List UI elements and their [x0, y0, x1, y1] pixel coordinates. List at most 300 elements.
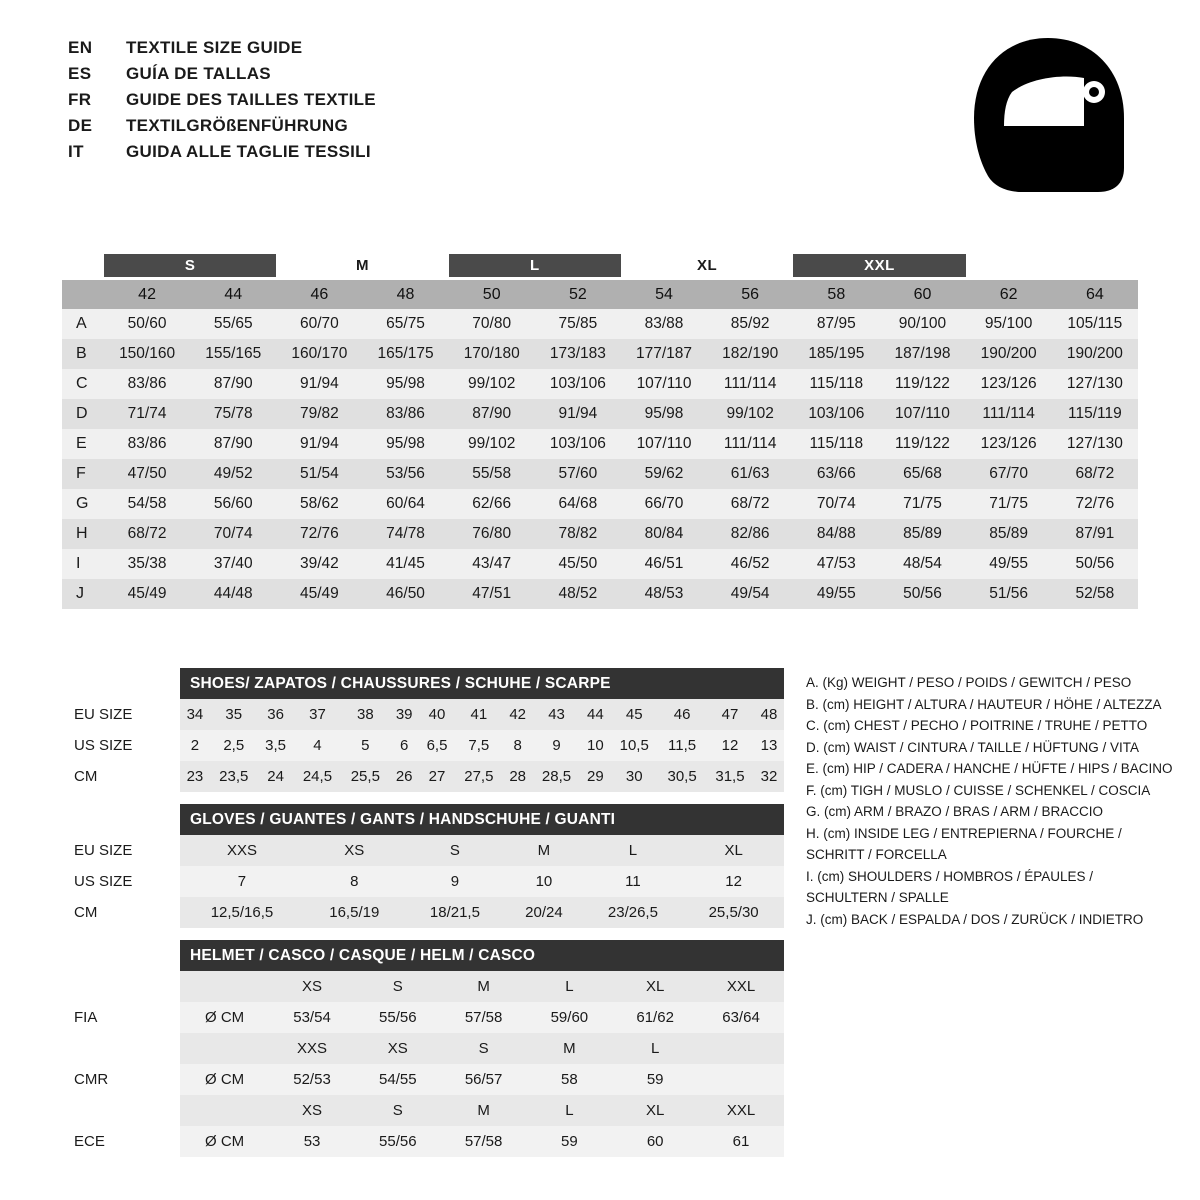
- shoes-us-row: [62, 730, 784, 761]
- cell-g-60: 71/75: [903, 495, 942, 512]
- cell-e-44: 87/90: [213, 435, 253, 452]
- shoes-us-11: 10,5: [610, 730, 658, 761]
- cell-b-52: 173/183: [549, 345, 606, 362]
- cell-h-62: 85/89: [989, 525, 1029, 542]
- shoes-cm-label: CM: [62, 761, 180, 792]
- cell-e-64: 127/130: [1066, 435, 1123, 452]
- gloves-us-3: 10: [505, 866, 582, 897]
- helmet-ece-value-5: 61: [698, 1126, 784, 1157]
- cell-j-60: 50/56: [903, 585, 942, 602]
- numeric-size-42: 42: [138, 285, 156, 303]
- legend-line-g: G. (cm) ARM / BRAZO / BRAS / ARM / BRACCIO: [806, 804, 1104, 819]
- size-band-xl-label: XL: [697, 256, 718, 274]
- cell-a-58: 87/95: [816, 315, 856, 332]
- cell-a-62: 95/100: [984, 315, 1033, 332]
- cell-i-42: 35/38: [127, 555, 167, 572]
- helmet-fia-unit-spacer: [180, 971, 269, 1002]
- cell-g-54: 66/70: [644, 495, 684, 512]
- gloves-cm-3: 20/24: [505, 897, 582, 928]
- cell-i-48: 41/45: [386, 555, 425, 572]
- cell-b-42: 150/160: [119, 345, 176, 362]
- shoes-us-10: 10: [580, 730, 610, 761]
- size-band-s-label: S: [104, 254, 276, 277]
- cell-h-42: 68/72: [127, 525, 167, 542]
- row-key-g: G: [76, 495, 89, 512]
- cell-c-56: 111/114: [723, 375, 777, 392]
- cell-j-48: 46/50: [386, 585, 425, 602]
- legend-line-j: J. (cm) BACK / ESPALDA / DOS / ZURÜCK / INDIETRO: [806, 911, 1144, 927]
- helmet-fia-size-0: XS: [269, 971, 355, 1002]
- cell-d-50: 87/90: [472, 405, 512, 422]
- header-row: [68, 142, 376, 168]
- shoes-cm-8: 28: [503, 761, 533, 792]
- cell-g-48: 60/64: [386, 495, 425, 512]
- helmet-cmr-unit: Ø CM: [180, 1064, 269, 1095]
- cell-i-54: 46/51: [644, 555, 684, 572]
- helmet-fia-value-1: 55/56: [355, 1002, 441, 1033]
- cell-a-60: 90/100: [898, 315, 947, 332]
- helmet-fia-size-5: XXL: [698, 971, 784, 1002]
- gloves-eu-label: EU SIZE: [62, 835, 180, 866]
- size-band-empty-left: [62, 250, 104, 280]
- cell-j-64: 52/58: [1075, 585, 1115, 602]
- cell-e-60: 119/122: [895, 435, 950, 452]
- size-band-l-label: L: [449, 254, 621, 277]
- cell-j-54: 48/53: [644, 585, 684, 602]
- shoes-us-1: 2,5: [210, 730, 258, 761]
- helmet-cmr-size-3: M: [526, 1033, 612, 1064]
- numeric-size-52: 52: [568, 285, 587, 303]
- cell-c-54: 107/110: [636, 375, 692, 392]
- helmet-cmr-unit-spacer: [180, 1033, 269, 1064]
- helmet-fia-value-5: 63/64: [698, 1002, 784, 1033]
- cell-d-58: 103/106: [808, 405, 865, 422]
- shoes-cm-14: 32: [754, 761, 784, 792]
- cell-e-62: 123/126: [980, 435, 1037, 452]
- numeric-size-44: 44: [224, 285, 243, 303]
- cell-h-48: 74/78: [386, 525, 425, 542]
- helmet-cmr-value-3: 58: [526, 1064, 612, 1095]
- cell-g-42: 54/58: [127, 495, 167, 512]
- cell-e-42: 83/86: [127, 435, 167, 452]
- cell-d-64: 115/119: [1067, 405, 1122, 422]
- size-band-m-label: M: [355, 256, 369, 274]
- cell-c-58: 115/118: [809, 375, 864, 392]
- shoes-eu-10: 44: [580, 699, 610, 730]
- cell-c-50: 99/102: [467, 375, 516, 392]
- cell-i-64: 50/56: [1075, 555, 1115, 572]
- helmet-cmr-size-spacer: [62, 1033, 180, 1064]
- size-band-xxl-label: XXL: [793, 254, 965, 277]
- numeric-size-64: 64: [1085, 285, 1104, 303]
- helmet-cmr-value-4: 59: [612, 1064, 698, 1095]
- cell-a-64: 105/115: [1067, 315, 1123, 332]
- shoes-eu-label: EU SIZE: [62, 699, 180, 730]
- cell-b-56: 182/190: [722, 345, 779, 362]
- cell-d-60: 107/110: [895, 405, 950, 422]
- cell-g-44: 56/60: [213, 495, 253, 512]
- legend-line-a: A. (Kg) WEIGHT / PESO / POIDS / GEWITCH / PESO: [806, 675, 1132, 690]
- shoes-us-2: 3,5: [258, 730, 294, 761]
- numeric-size-60: 60: [913, 285, 932, 303]
- cell-c-48: 95/98: [386, 375, 425, 392]
- header: [68, 38, 376, 168]
- shoes-title: SHOES/ ZAPATOS / CHAUSSURES / SCHUHE / SCARPE: [180, 668, 784, 699]
- cell-e-50: 99/102: [467, 435, 516, 452]
- cell-d-48: 83/86: [386, 405, 425, 422]
- cell-c-46: 91/94: [299, 375, 339, 392]
- cell-d-54: 95/98: [644, 405, 684, 422]
- gloves-cm-1: 16,5/19: [304, 897, 405, 928]
- size-band-xl: [621, 250, 793, 280]
- header-lang-fr: FR: [68, 90, 92, 109]
- helmet-ece-size-0: XS: [269, 1095, 355, 1126]
- helmet-ece-unit-spacer: [180, 1095, 269, 1126]
- helmet-title-row: [62, 940, 784, 971]
- shoes-eu-7: 41: [455, 699, 503, 730]
- table-row: [62, 519, 1138, 549]
- helmet-title: HELMET / CASCO / CASQUE / HELM / CASCO: [180, 940, 784, 971]
- cell-c-64: 127/130: [1066, 375, 1123, 392]
- shoes-title-row: [62, 668, 784, 699]
- helmet-title-spacer: [62, 940, 180, 971]
- helmet-cmr-standard: CMR: [62, 1064, 180, 1095]
- cell-i-46: 39/42: [299, 555, 339, 572]
- legend-line-e: E. (cm) HIP / CADERA / HANCHE / HÜFTE / HIPS / BACINO: [806, 761, 1173, 776]
- helmet-ece-value-4: 60: [612, 1126, 698, 1157]
- cell-j-56: 49/54: [730, 585, 770, 602]
- cell-a-52: 75/85: [558, 315, 598, 332]
- section-spacer: [62, 792, 784, 804]
- shoes-eu-14: 48: [754, 699, 784, 730]
- cell-d-56: 99/102: [726, 405, 774, 422]
- cell-g-56: 68/72: [730, 495, 770, 512]
- shoes-eu-11: 45: [610, 699, 658, 730]
- shoes-cm-10: 29: [580, 761, 610, 792]
- gloves-us-4: 11: [583, 866, 684, 897]
- cell-f-46: 51/54: [299, 465, 339, 482]
- header-title-it: GUIDA ALLE TAGLIE TESSILI: [126, 142, 371, 161]
- gloves-table: [62, 804, 784, 928]
- shoes-cm-1: 23,5: [210, 761, 258, 792]
- cell-c-60: 119/122: [895, 375, 950, 392]
- helmet-fia-size-3: L: [526, 971, 612, 1002]
- shoes-table: [62, 668, 784, 792]
- header-title-de: TEXTILGRÖßENFÜHRUNG: [126, 116, 348, 135]
- cell-i-60: 48/54: [903, 555, 942, 572]
- legend-line-f: F. (cm) TIGH / MUSLO / CUISSE / SCHENKEL / COSCIA: [806, 782, 1151, 798]
- gloves-cm-row: [62, 897, 784, 928]
- shoes-us-9: 9: [533, 730, 581, 761]
- cell-b-62: 190/200: [980, 345, 1037, 362]
- helmet-fia-standard: FIA: [62, 1002, 180, 1033]
- size-band-row: [62, 250, 1138, 280]
- cell-g-58: 70/74: [816, 495, 856, 512]
- gloves-title-spacer: [62, 804, 180, 835]
- table-row: [62, 549, 1138, 579]
- gloves-us-0: 7: [180, 866, 304, 897]
- cell-i-50: 43/47: [472, 555, 512, 572]
- shoes-cm-4: 25,5: [341, 761, 389, 792]
- cell-h-44: 70/74: [213, 525, 253, 542]
- gloves-eu-0: XXS: [180, 835, 304, 866]
- row-key-c: C: [76, 375, 88, 392]
- helmet-cmr-size-4: L: [612, 1033, 698, 1064]
- helmet-fia-size-row: [62, 971, 784, 1002]
- cell-f-56: 61/63: [730, 465, 770, 482]
- helmet-cmr-size-1: XS: [355, 1033, 441, 1064]
- shoes-us-8: 8: [503, 730, 533, 761]
- cell-h-56: 82/86: [730, 525, 770, 542]
- helmet-fia-size-2: M: [441, 971, 527, 1002]
- cell-a-56: 85/92: [730, 315, 770, 332]
- cell-j-58: 49/55: [816, 585, 856, 602]
- shoes-cm-row: [62, 761, 784, 792]
- numeric-size-46: 46: [310, 285, 329, 303]
- cell-b-48: 165/175: [377, 345, 434, 362]
- helmet-ece-size-row: [62, 1095, 784, 1126]
- helmet-cmr-value-1: 54/55: [355, 1064, 441, 1095]
- shoes-eu-4: 38: [341, 699, 389, 730]
- numeric-size-58: 58: [827, 285, 846, 303]
- cell-e-48: 95/98: [386, 435, 425, 452]
- helmet-cmr-value-blank: [698, 1064, 784, 1095]
- cell-h-46: 72/76: [299, 525, 339, 542]
- cell-a-42: 50/60: [127, 315, 167, 332]
- helmet-cmr-size-blank: [698, 1033, 784, 1064]
- cell-c-42: 83/86: [127, 375, 167, 392]
- gloves-cm-4: 23/26,5: [583, 897, 684, 928]
- shoes-eu-0: 34: [180, 699, 210, 730]
- legend-line-h: H. (cm) INSIDE LEG / ENTREPIERNA / FOURCHE /: [806, 825, 1122, 841]
- shoes-cm-7: 27,5: [455, 761, 503, 792]
- shoes-us-5: 6: [389, 730, 419, 761]
- header-lang-it: IT: [68, 142, 84, 161]
- cell-b-46: 160/170: [291, 345, 348, 362]
- cell-c-52: 103/106: [549, 375, 606, 392]
- header-row: [68, 38, 376, 64]
- cell-b-58: 185/195: [808, 345, 865, 362]
- table-row: [62, 429, 1138, 459]
- gloves-us-5: 12: [683, 866, 784, 897]
- cell-f-52: 57/60: [558, 465, 598, 482]
- helmet-fia-size-1: S: [355, 971, 441, 1002]
- shoes-eu-3: 37: [294, 699, 342, 730]
- cell-e-56: 111/114: [723, 435, 777, 452]
- cell-e-46: 91/94: [299, 435, 339, 452]
- cell-g-46: 58/62: [299, 495, 339, 512]
- shoes-us-3: 4: [294, 730, 342, 761]
- cell-h-52: 78/82: [558, 525, 598, 542]
- table-row: [62, 309, 1138, 339]
- helmet-fia-value-4: 61/62: [612, 1002, 698, 1033]
- shoes-eu-1: 35: [210, 699, 258, 730]
- shoes-eu-5: 39: [389, 699, 419, 730]
- shoes-eu-row: [62, 699, 784, 730]
- legend-line-b: B. (cm) HEIGHT / ALTURA / HAUTEUR / HÖHE / ALTEZZA: [806, 696, 1162, 712]
- cell-h-64: 87/91: [1075, 525, 1115, 542]
- helmet-cmr-value-2: 56/57: [441, 1064, 527, 1095]
- row-key-a: A: [76, 315, 87, 332]
- shoes-eu-6: 40: [419, 699, 455, 730]
- numeric-size-50: 50: [482, 285, 501, 303]
- table-row: [62, 459, 1138, 489]
- shoes-eu-12: 46: [658, 699, 706, 730]
- gloves-eu-row: [62, 835, 784, 866]
- table-row: [62, 369, 1138, 399]
- cell-i-56: 46/52: [730, 555, 770, 572]
- gloves-cm-0: 12,5/16,5: [180, 897, 304, 928]
- cell-a-44: 55/65: [213, 315, 253, 332]
- helmet-icon: [958, 30, 1138, 210]
- cell-b-60: 187/198: [894, 345, 951, 362]
- helmet-ece-value-3: 59: [526, 1126, 612, 1157]
- cell-j-44: 44/48: [213, 585, 253, 602]
- cell-g-50: 62/66: [472, 495, 512, 512]
- header-title-fr: GUIDE DES TAILLES TEXTILE: [126, 90, 376, 109]
- helmet-fia-value-3: 59/60: [526, 1002, 612, 1033]
- gloves-eu-1: XS: [304, 835, 405, 866]
- shoes-us-0: 2: [180, 730, 210, 761]
- cell-f-50: 55/58: [472, 465, 512, 482]
- cell-j-50: 47/51: [472, 585, 512, 602]
- cell-j-52: 48/52: [558, 585, 598, 602]
- gloves-eu-3: M: [505, 835, 582, 866]
- section-spacer: [62, 928, 784, 940]
- numeric-size-56: 56: [741, 285, 760, 303]
- numeric-size-row: [62, 280, 1138, 309]
- helmet-cmr-size-0: XXS: [269, 1033, 355, 1064]
- gloves-cm-label: CM: [62, 897, 180, 928]
- table-row: [62, 399, 1138, 429]
- cell-f-62: 67/70: [989, 465, 1029, 482]
- helmet-fia-size-4: XL: [612, 971, 698, 1002]
- legend-line-i: I. (cm) SHOULDERS / HOMBROS / ÉPAULES /: [806, 868, 1094, 884]
- cell-a-54: 83/88: [644, 315, 684, 332]
- header-row: [68, 90, 376, 116]
- lower-section: [62, 668, 784, 1157]
- size-band-empty-right: [966, 250, 1052, 280]
- measurement-table: [62, 250, 1138, 609]
- table-row: [62, 489, 1138, 519]
- numeric-size-62: 62: [999, 285, 1018, 303]
- cell-b-54: 177/187: [636, 345, 693, 362]
- cell-d-52: 91/94: [558, 405, 598, 422]
- helmet-table: [62, 940, 784, 1157]
- cell-j-46: 45/49: [299, 585, 339, 602]
- gloves-us-2: 9: [405, 866, 506, 897]
- helmet-ece-size-2: M: [441, 1095, 527, 1126]
- helmet-ece-size-1: S: [355, 1095, 441, 1126]
- gloves-cm-2: 18/21,5: [405, 897, 506, 928]
- shoes-us-4: 5: [341, 730, 389, 761]
- cell-h-50: 76/80: [472, 525, 512, 542]
- row-key-i: I: [76, 555, 81, 572]
- cell-h-60: 85/89: [903, 525, 942, 542]
- gloves-eu-4: L: [583, 835, 684, 866]
- numeric-size-48: 48: [396, 285, 415, 303]
- cell-i-58: 47/53: [816, 555, 856, 572]
- shoes-cm-11: 30: [610, 761, 658, 792]
- shoes-cm-3: 24,5: [294, 761, 342, 792]
- gloves-eu-5: XL: [683, 835, 784, 866]
- table-row: [62, 339, 1138, 369]
- header-title-es: GUÍA DE TALLAS: [126, 64, 271, 83]
- row-key-b: B: [76, 345, 87, 362]
- header-lang-es: ES: [68, 64, 92, 83]
- helmet-ece-value-2: 57/58: [441, 1126, 527, 1157]
- cell-e-52: 103/106: [549, 435, 606, 452]
- helmet-ece-size-5: XXL: [698, 1095, 784, 1126]
- numeric-size-54: 54: [655, 285, 673, 303]
- cell-g-62: 71/75: [989, 495, 1029, 512]
- helmet-ece-standard: ECE: [62, 1126, 180, 1157]
- gloves-eu-2: S: [405, 835, 506, 866]
- helmet-cmr-value-0: 52/53: [269, 1064, 355, 1095]
- cell-f-58: 63/66: [816, 465, 856, 482]
- cell-b-64: 190/200: [1066, 345, 1123, 362]
- gloves-title: GLOVES / GUANTES / GANTS / HANDSCHUHE / GUANTI: [180, 804, 784, 835]
- size-band-s: [104, 250, 276, 280]
- cell-b-44: 155/165: [205, 345, 262, 362]
- cell-i-52: 45/50: [558, 555, 598, 572]
- shoes-cm-12: 30,5: [658, 761, 706, 792]
- shoes-us-13: 12: [706, 730, 754, 761]
- cell-a-48: 65/75: [386, 315, 425, 332]
- shoes-cm-0: 23: [180, 761, 210, 792]
- cell-c-62: 123/126: [980, 375, 1037, 392]
- shoes-eu-13: 47: [706, 699, 754, 730]
- row-key-h: H: [76, 525, 88, 542]
- shoes-eu-2: 36: [258, 699, 294, 730]
- cell-f-42: 47/50: [127, 465, 167, 482]
- cell-d-62: 111/114: [982, 405, 1035, 422]
- legend-line-h-cont: SCHRITT / FORCELLA: [806, 847, 947, 862]
- shoes-cm-9: 28,5: [533, 761, 581, 792]
- row-key-f: F: [76, 465, 86, 482]
- legend-line-c: C. (cm) CHEST / PECHO / POITRINE / TRUHE / PETTO: [806, 718, 1148, 733]
- helmet-cmr-value-row: [62, 1064, 784, 1095]
- helmet-fia-unit: Ø CM: [180, 1002, 269, 1033]
- cell-g-52: 64/68: [558, 495, 598, 512]
- cell-h-54: 80/84: [644, 525, 684, 542]
- cell-j-42: 45/49: [127, 585, 167, 602]
- helmet-fia-size-spacer: [62, 971, 180, 1002]
- size-band-l: [449, 250, 621, 280]
- cell-e-58: 115/118: [809, 435, 864, 452]
- helmet-fia-value-0: 53/54: [269, 1002, 355, 1033]
- gloves-title-row: [62, 804, 784, 835]
- cell-i-44: 37/40: [213, 555, 253, 572]
- cell-d-42: 71/74: [127, 405, 167, 422]
- gloves-us-1: 8: [304, 866, 405, 897]
- cell-f-44: 49/52: [213, 465, 253, 482]
- cell-e-54: 107/110: [636, 435, 692, 452]
- shoes-us-7: 7,5: [455, 730, 503, 761]
- cell-f-48: 53/56: [386, 465, 425, 482]
- size-band-xxl: [793, 250, 965, 280]
- cell-f-54: 59/62: [644, 465, 684, 482]
- shoes-cm-6: 27: [419, 761, 455, 792]
- table-row: [62, 579, 1138, 609]
- numeric-size-corner: [62, 280, 104, 309]
- legend-line-i-cont: SCHULTERN / SPALLE: [806, 890, 949, 905]
- helmet-ece-value-row: [62, 1126, 784, 1157]
- row-key-j: J: [76, 585, 84, 602]
- shoes-eu-8: 42: [503, 699, 533, 730]
- cell-g-64: 72/76: [1075, 495, 1115, 512]
- cell-i-62: 49/55: [989, 555, 1029, 572]
